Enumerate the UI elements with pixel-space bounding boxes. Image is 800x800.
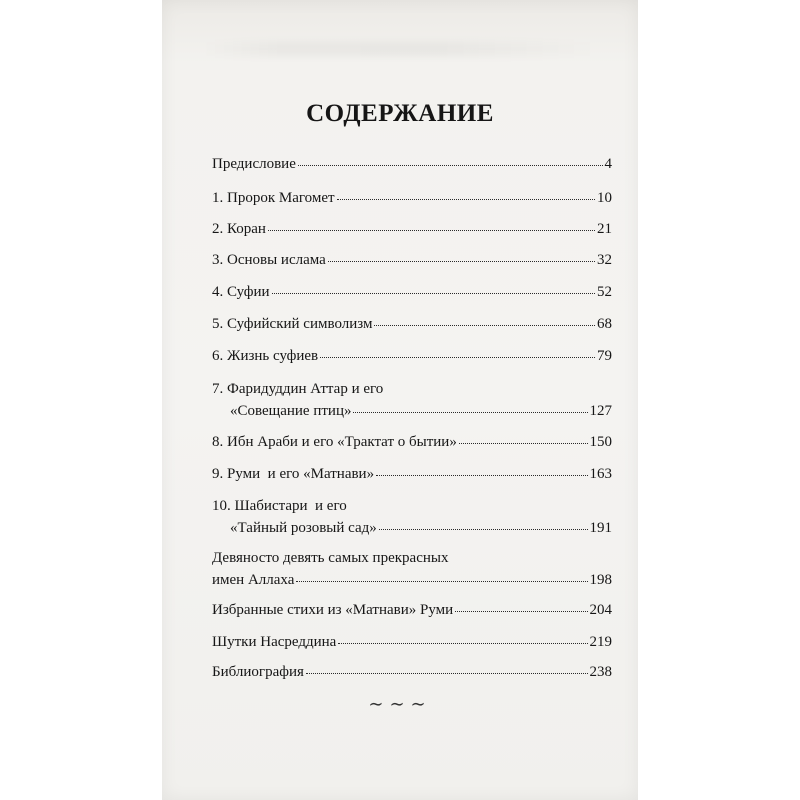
toc-page-number: 163 [589,466,612,482]
toc-page-number: 4 [604,156,612,172]
dot-leader [268,226,595,231]
toc-entry-title: имен Аллаха [212,572,295,588]
dot-leader [374,321,595,326]
dot-leader [337,195,595,200]
toc-entry-title: 6. Жизнь суфиев [212,348,319,364]
page-title: СОДЕРЖАНИЕ [306,100,494,127]
dot-leader [298,161,603,166]
toc-entry-title: Предисловие [212,156,296,172]
toc-page-number: 52 [597,284,612,300]
dot-leader [379,525,588,530]
toc-entry-title: 4. Суфии [212,284,270,300]
toc-entry-title-line: Девяносто девять самых прекрасных [212,550,449,566]
toc-page-number: 21 [597,221,612,237]
toc-entry-title: 3. Основы ислама [212,252,326,268]
toc-entry-title: Библиография [212,664,304,680]
toc-entry-title-line: 7. Фаридуддин Аттар и его [212,381,384,397]
dot-leader [459,439,588,444]
toc-page-number: 150 [589,434,612,450]
toc-entry-title: 5. Суфийский символизм [212,316,373,332]
dot-leader [376,471,587,476]
toc-entry-title: 2. Коран [212,221,266,237]
toc-page-number: 204 [589,602,612,618]
toc-entry-title-line: 10. Шабистари и его [212,498,347,514]
toc-entry-title: Избранные стихи из «Матнави» Руми [212,602,454,618]
toc-page-number: 68 [597,316,612,332]
dot-leader [296,577,587,582]
dot-leader [353,408,587,413]
toc-page-number: 32 [597,252,612,268]
toc-entry-title: 8. Ибн Араби и его «Трактат о бытии» [212,434,457,450]
toc-page-number: 198 [589,572,612,588]
toc-page-number: 79 [597,348,612,364]
dot-leader [328,257,595,262]
dot-leader [338,639,587,644]
dot-leader [272,289,595,294]
toc-entry-title: 1. Пророк Магомет [212,190,335,206]
toc-page-number: 10 [597,190,612,206]
dot-leader [320,353,595,358]
toc-page-number: 238 [589,664,612,680]
show-through-text [202,42,598,56]
toc-entry-title: Шутки Насреддина [212,634,337,650]
toc-entry-title: 9. Руми и его «Матнави» [212,466,375,482]
toc-entry-title: «Тайный розовый сад» [230,520,377,536]
toc-page-number: 219 [589,634,612,650]
book-page [162,0,638,800]
toc-page-number: 191 [589,520,612,536]
dot-leader [455,607,587,612]
toc-page-number: 127 [589,403,612,419]
dot-leader [306,669,588,674]
ornament-divider: ∼∼∼ [368,694,432,714]
toc-entry-title: «Совещание птиц» [230,403,352,419]
